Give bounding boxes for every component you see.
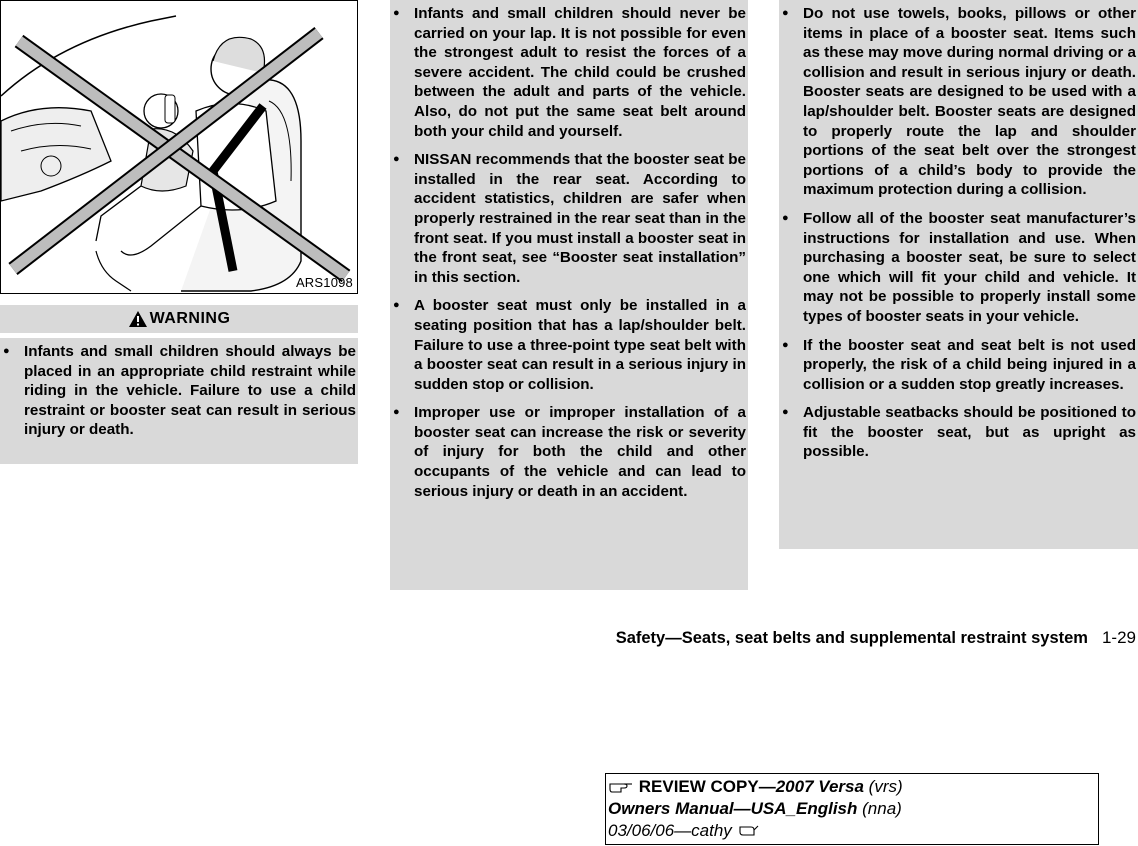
warning-panel-left [0,338,358,464]
warning-item: ● Follow all of the booster seat manufacturer’s instructions for installation and use. When purchasing a booster seat, be sure to select one which will fit your child and vehicle. It may not be possible to properly install some types of booster seats in your vehicle. [779,209,1136,327]
child-on-lap-illustration [1,1,357,293]
warning-panel-right [779,0,1138,549]
warning-item: ● If the booster seat and seat belt is not used properly, the risk of a child being injured in a collision or a sudden stop greatly increases. [779,336,1136,395]
warning-panel-middle [390,0,748,590]
review-line-1 [608,776,1098,798]
warning-title: WARNING [149,310,231,327]
warning-item: ● A booster seat must only be installed in a seating position that has a lap/shoulder belt. Failure to use a three-point type seat belt with a booster seat can result in a serious injury in sudden stop or collision. [390,296,746,394]
review-copy-box [605,773,1099,845]
manual-name: Owners Manual—USA_English [608,799,858,818]
manual-code: (nna) [862,799,902,818]
page-number: 1-29 [1101,628,1136,647]
illustration-figure [0,0,358,294]
warning-header [0,305,358,333]
warning-triangle-icon [128,310,148,328]
writing-hand-icon [737,822,759,838]
model-code: (vrs) [868,777,903,796]
review-date-author: 03/06/06—cathy [608,821,732,840]
model-name: 2007 Versa [775,777,864,796]
pointing-hand-icon [608,778,634,794]
page-footer [616,628,1136,648]
warning-item: ● Do not use towels, books, pillows or other items in place of a booster seat. Items such as these may move during normal driving or a collision and result in serious injury or death. Booster seats are designed to be used with a lap/shoulder belt. Booster seats are designed to properly route the lap and shoulder portions of the seat belt over the strongest portions of a child’s body to provide the maximum protection during a collision. [779,4,1136,200]
review-copy-label: REVIEW COPY— [638,777,776,796]
section-title: Safety—Seats, seat belts and supplemental restraint system [615,629,1088,647]
review-line-2 [608,798,1098,820]
figure-label: ARS1098 [295,275,353,290]
warning-item: ● NISSAN recommends that the booster seat be installed in the rear seat. According to accident statistics, children are safer when properly restrained in the rear seat than in the front seat. If you must install a booster seat in the front seat, see “Booster seat installation” in this section. [390,150,746,287]
warning-item: ● Infants and small children should always be placed in an appropriate child restraint while riding in the vehicle. Failure to use a child restraint or booster seat can result in serious injury or death. [0,342,356,440]
review-line-3 [608,820,1098,842]
warning-item: ● Adjustable seatbacks should be positioned to fit the booster seat, but as upright as possible. [779,403,1136,462]
warning-item: ● Improper use or improper installation of a booster seat can increase the risk or severity of injury for both the child and other occupants of the vehicle and can lead to serious injury or death in an accident. [390,403,746,501]
warning-item: ● Infants and small children should never be carried on your lap. It is not possible for even the strongest adult to resist the forces of a severe accident. The child could be crushed between the adult and parts of the vehicle. Also, do not put the same seat belt around both your child and yourself. [390,4,746,141]
